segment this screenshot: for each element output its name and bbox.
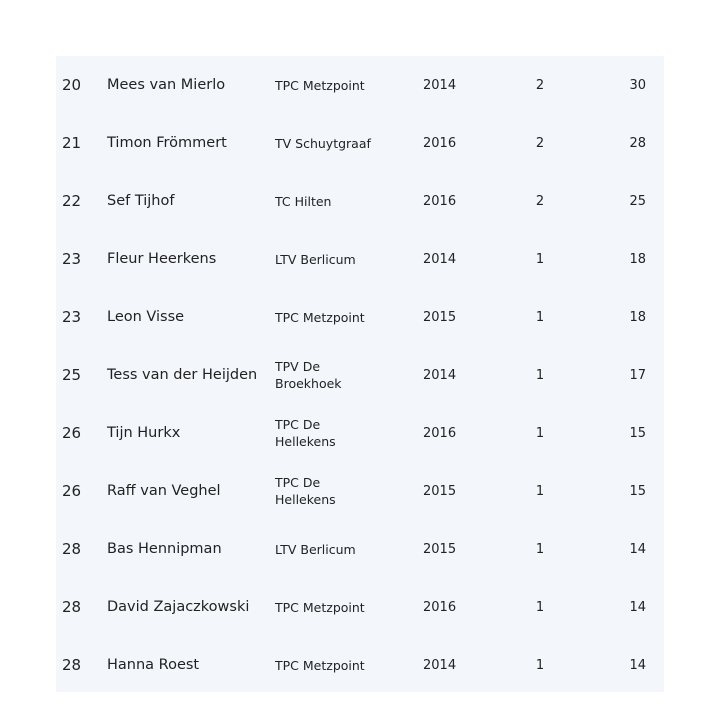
points-cell: 25 bbox=[629, 193, 646, 209]
rank-cell: 26 bbox=[62, 424, 82, 442]
birth-year-cell: 2016 bbox=[423, 193, 457, 209]
club-cell: LTV Berlicum bbox=[275, 251, 356, 267]
birth-year-cell: 2015 bbox=[423, 483, 457, 499]
points-cell: 14 bbox=[629, 657, 646, 673]
table-row bbox=[56, 172, 664, 230]
player-name-cell: Bas Hennipman bbox=[107, 541, 222, 557]
points-cell: 14 bbox=[629, 541, 646, 557]
tournaments-cell: 1 bbox=[535, 367, 545, 383]
table-row bbox=[56, 404, 664, 462]
rank-cell: 23 bbox=[62, 308, 82, 326]
tournaments-cell: 1 bbox=[535, 425, 545, 441]
points-cell: 18 bbox=[629, 251, 646, 267]
table-row bbox=[56, 346, 664, 404]
club-cell: TPC Metzpoint bbox=[275, 77, 365, 93]
rank-cell: 22 bbox=[62, 192, 82, 210]
rank-cell: 28 bbox=[62, 598, 82, 616]
points-cell: 18 bbox=[629, 309, 646, 325]
club-cell: TPC Metzpoint bbox=[275, 657, 365, 673]
tournaments-cell: 1 bbox=[535, 599, 545, 615]
birth-year-cell: 2015 bbox=[423, 309, 457, 325]
table-row bbox=[56, 462, 664, 520]
birth-year-cell: 2014 bbox=[423, 251, 457, 267]
player-name-cell: Hanna Roest bbox=[107, 657, 200, 673]
player-name-cell: Tijn Hurkx bbox=[107, 425, 181, 441]
points-cell: 28 bbox=[629, 135, 646, 151]
club-cell: TV Schuytgraaf bbox=[275, 135, 371, 151]
table-row bbox=[56, 578, 664, 636]
player-name-cell: Mees van Mierlo bbox=[107, 77, 226, 93]
club-cell: TC Hilten bbox=[275, 193, 332, 209]
rank-cell: 26 bbox=[62, 482, 82, 500]
tournaments-cell: 2 bbox=[535, 193, 545, 209]
player-name-cell: Tess van der Heijden bbox=[107, 367, 258, 383]
points-cell: 30 bbox=[629, 77, 646, 93]
table-row bbox=[56, 520, 664, 578]
rank-cell: 28 bbox=[62, 656, 82, 674]
club-cell: TPC Metzpoint bbox=[275, 599, 365, 615]
birth-year-cell: 2015 bbox=[423, 541, 457, 557]
birth-year-cell: 2014 bbox=[423, 367, 457, 383]
points-cell: 17 bbox=[629, 367, 646, 383]
club-cell: LTV Berlicum bbox=[275, 541, 356, 557]
birth-year-cell: 2014 bbox=[423, 77, 457, 93]
table-row bbox=[56, 114, 664, 172]
birth-year-cell: 2014 bbox=[423, 657, 457, 673]
club-cell: TPC Metzpoint bbox=[275, 309, 365, 325]
table-row bbox=[56, 288, 664, 346]
player-name-cell: Fleur Heerkens bbox=[107, 251, 217, 267]
club-cell: TPC De Hellekens bbox=[275, 417, 336, 449]
rank-cell: 21 bbox=[62, 134, 82, 152]
points-cell: 15 bbox=[629, 483, 646, 499]
rank-cell: 23 bbox=[62, 250, 82, 268]
club-cell: TPV De Broekhoek bbox=[275, 359, 342, 391]
birth-year-cell: 2016 bbox=[423, 425, 457, 441]
tournaments-cell: 2 bbox=[535, 77, 545, 93]
tournaments-cell: 1 bbox=[535, 541, 545, 557]
rank-cell: 25 bbox=[62, 366, 82, 384]
tournaments-cell: 1 bbox=[535, 251, 545, 267]
points-cell: 15 bbox=[629, 425, 646, 441]
club-cell: TPC De Hellekens bbox=[275, 475, 336, 507]
player-name-cell: Leon Visse bbox=[107, 309, 185, 325]
table-row bbox=[56, 636, 664, 694]
points-cell: 14 bbox=[629, 599, 646, 615]
player-name-cell: Raff van Veghel bbox=[107, 483, 221, 499]
birth-year-cell: 2016 bbox=[423, 599, 457, 615]
player-name-cell: Timon Frömmert bbox=[107, 135, 227, 151]
tournaments-cell: 1 bbox=[535, 657, 545, 673]
birth-year-cell: 2016 bbox=[423, 135, 457, 151]
ranking-table bbox=[56, 56, 664, 692]
player-name-cell: David Zajaczkowski bbox=[107, 599, 250, 615]
tournaments-cell: 2 bbox=[535, 135, 545, 151]
table-row bbox=[56, 230, 664, 288]
rank-cell: 20 bbox=[62, 76, 82, 94]
table-row bbox=[56, 56, 664, 114]
tournaments-cell: 1 bbox=[535, 483, 545, 499]
rank-cell: 28 bbox=[62, 540, 82, 558]
tournaments-cell: 1 bbox=[535, 309, 545, 325]
player-name-cell: Sef Tijhof bbox=[107, 193, 175, 209]
